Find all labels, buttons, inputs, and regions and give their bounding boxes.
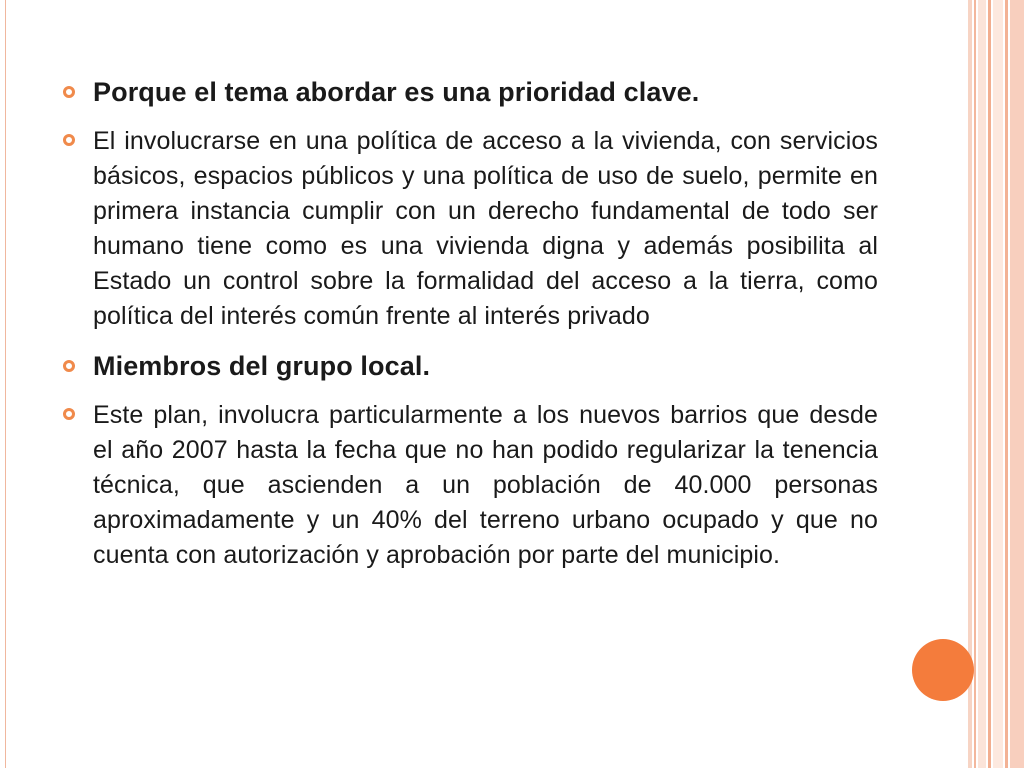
bullet-icon — [63, 134, 75, 146]
bullet-paragraph-plan — [60, 398, 878, 573]
stripe — [993, 0, 1003, 768]
bullet-icon — [63, 86, 75, 98]
bullet-heading-members — [60, 346, 878, 386]
stripe — [974, 0, 976, 768]
bullet-icon — [63, 360, 75, 372]
bullet-icon — [63, 408, 75, 420]
heading-text: Porque el tema abordar es una prioridad clave. — [93, 77, 700, 107]
stripe — [978, 0, 986, 768]
heading-text: Miembros del grupo local. — [93, 351, 431, 381]
left-border-line — [5, 0, 6, 768]
stripe — [1010, 0, 1024, 768]
decorative-stripes — [968, 0, 1024, 768]
paragraph-text: El involucrarse en una política de acceso a la vivienda, con servicios básicos, espacios públicos y una política de uso de suelo, permite en primera instancia cumplir con un derecho fundamental de todo ser humano tiene como es una vivienda digna y además posibilita al Estado un control sobre la formalidad del acceso a la tierra, como política del interés común frente al interés privado — [93, 127, 878, 330]
paragraph-text: Este plan, involucra particularmente a los nuevos barrios que desde el año 2007 hasta la fecha que no han podido regularizar la tenencia técnica, que ascienden a un población de 40.000 personas aproximadamente y un 40% del terreno urbano ocupado y que no cuenta con autorización y aprobación por parte del municipio. — [93, 401, 878, 569]
stripe — [1005, 0, 1008, 768]
stripe — [988, 0, 991, 768]
decorative-circle — [912, 639, 974, 701]
bullet-heading-priority — [60, 72, 878, 112]
slide-content — [60, 72, 878, 585]
bullet-paragraph-policy — [60, 124, 878, 334]
